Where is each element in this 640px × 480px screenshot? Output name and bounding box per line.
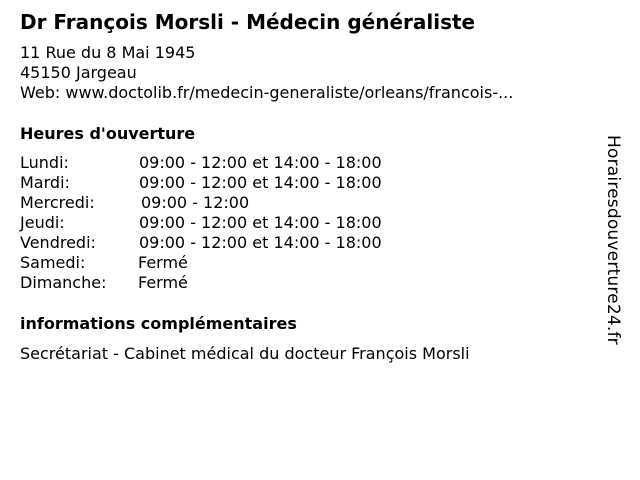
time-value: 09:00 - 12:00: [141, 193, 250, 212]
address-street: 11 Rue du 8 Mai 1945: [20, 43, 196, 62]
day-label: Dimanche:: [20, 273, 107, 292]
time-value: Fermé: [138, 253, 188, 272]
info-text: Secrétariat - Cabinet médical du docteur François Morsli: [20, 344, 470, 363]
website-link[interactable]: Web: www.doctolib.fr/medecin-generaliste/orleans/francois-...: [20, 83, 514, 102]
info-heading: informations complémentaires: [20, 314, 297, 333]
time-value: 09:00 - 12:00 et 14:00 - 18:00: [139, 213, 382, 232]
time-value: 09:00 - 12:00 et 14:00 - 18:00: [139, 153, 382, 172]
time-value: 09:00 - 12:00 et 14:00 - 18:00: [139, 173, 382, 192]
day-label: Vendredi:: [20, 233, 96, 252]
day-label: Mardi:: [20, 173, 70, 192]
time-value: Fermé: [138, 273, 188, 292]
page-title: Dr François Morsli - Médecin généraliste: [20, 10, 476, 34]
day-label: Mercredi:: [20, 193, 95, 212]
hours-heading: Heures d'ouverture: [20, 124, 196, 143]
time-value: 09:00 - 12:00 et 14:00 - 18:00: [139, 233, 382, 252]
address-city: 45150 Jargeau: [20, 63, 137, 82]
day-label: Samedi:: [20, 253, 86, 272]
day-label: Lundi:: [20, 153, 69, 172]
address-block: [20, 43, 513, 103]
site-watermark: Horairesdouverture24.fr: [603, 135, 623, 345]
day-label: Jeudi:: [20, 213, 65, 232]
